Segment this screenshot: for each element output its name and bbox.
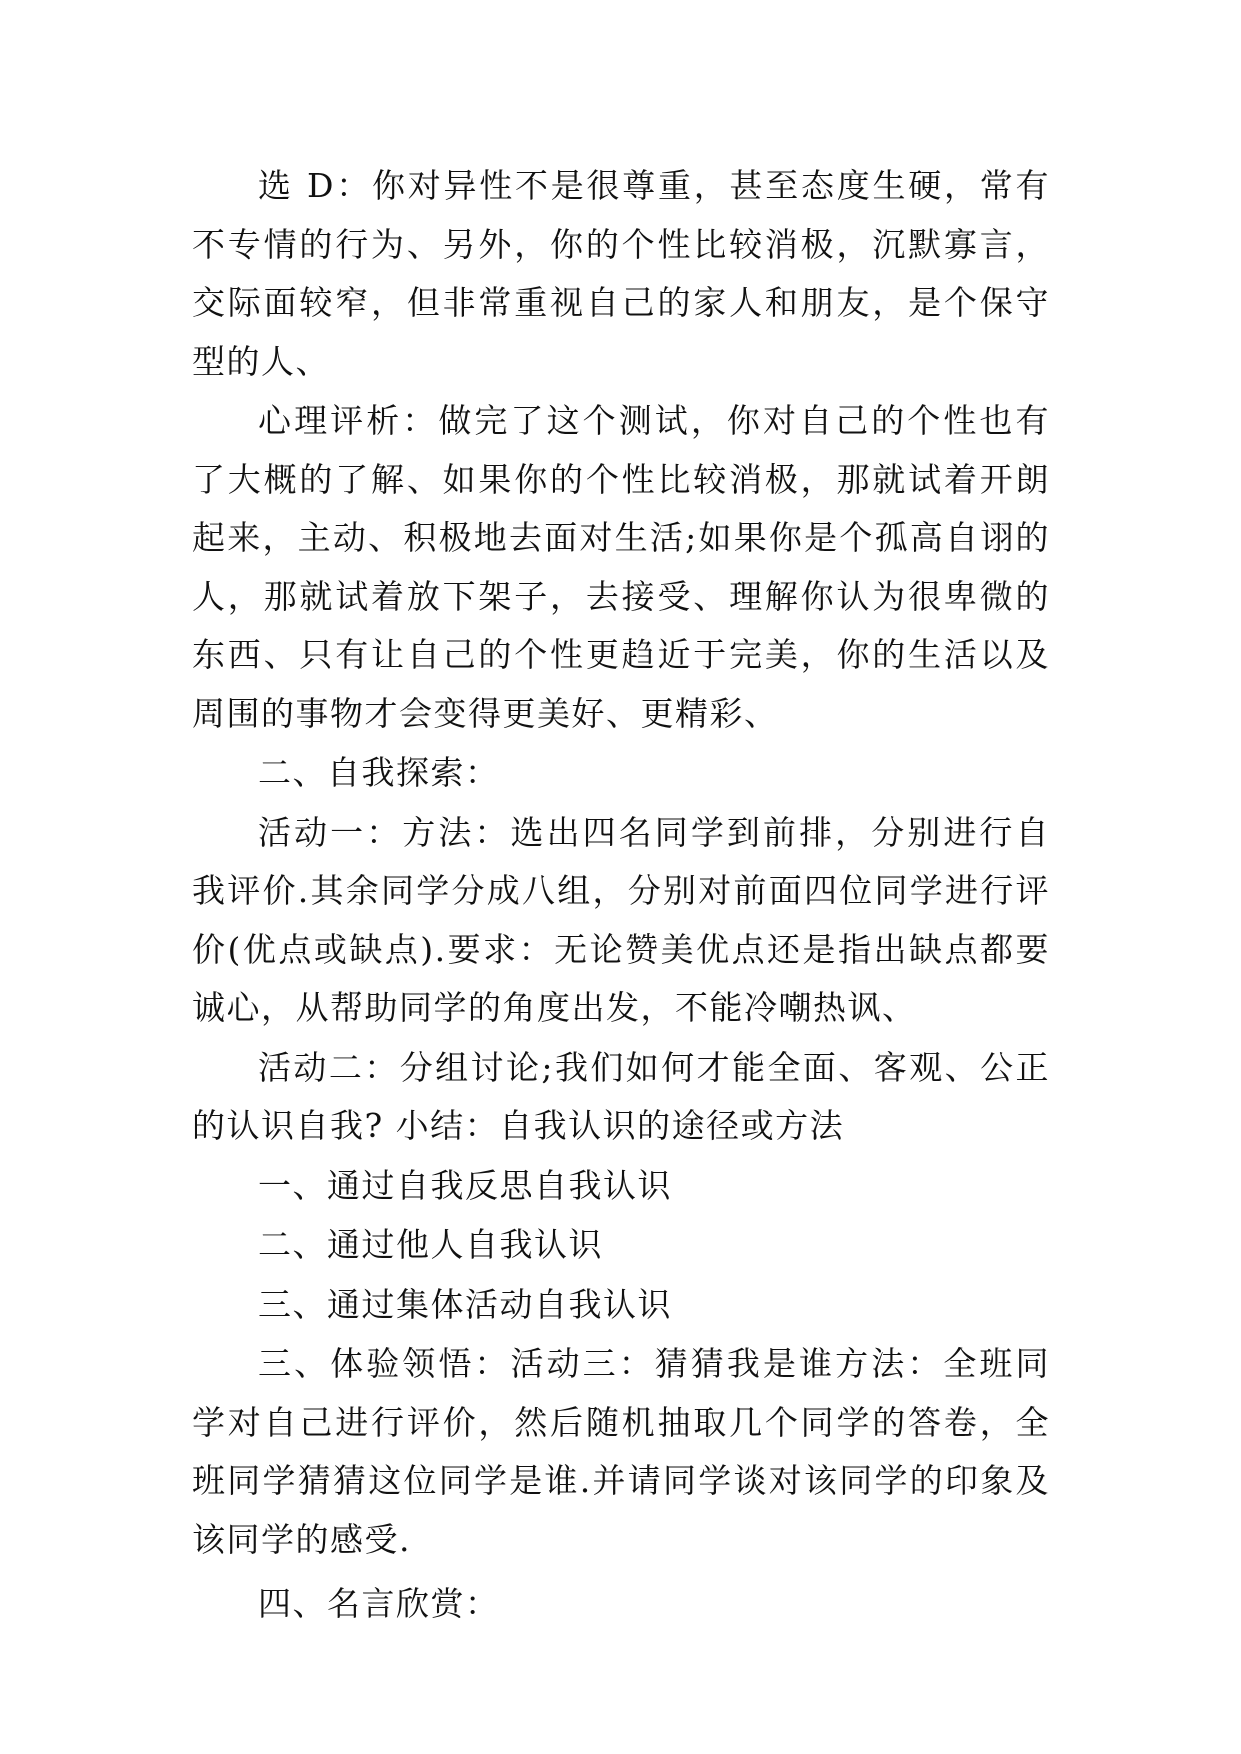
heading-self-exploration: 二、自我探索： xyxy=(258,753,500,792)
list-item-group-activity: 三、通过集体活动自我认识 xyxy=(258,1284,672,1324)
paragraph-activity-two: 活动二：分组讨论;我们如何才能全面、客观、公正的认识自我? 小结：自我认识的途径或方法 xyxy=(192,1047,1050,1145)
document-page xyxy=(192,157,1050,1635)
heading-quotes: 四、名言欣赏： xyxy=(258,1584,500,1623)
paragraph-option-d: 选 D：你对异性不是很尊重，甚至态度生硬，常有不专情的行为、另外，你的个性比较消极，沉默寡言，交际面较窄，但非常重视自己的家人和朋友，是个保守型的人、 xyxy=(192,166,1050,381)
paragraph-psych-analysis: 心理评析：做完了这个测试，你对自己的个性也有了大概的了解、如果你的个性比较消极，那就试着开朗起来，主动、积极地去面对生活;如果你是个孤高自诩的人，那就试着放下架子，去接受、理解你认为很卑微的东西、只有让自己的个性更趋近于完美，你的生活以及周围的事物才会变得更美好、更精彩、 xyxy=(192,401,1050,733)
list-item-self-reflection: 一、通过自我反思自我认识 xyxy=(258,1165,672,1205)
list-item-others: 二、通过他人自我认识 xyxy=(258,1225,603,1264)
paragraph-activity-one: 活动一：方法：选出四名同学到前排，分别进行自我评价.其余同学分成八组，分别对前面四位同学进行评价(优点或缺点).要求：无论赞美优点还是指出缺点都要诚心，从帮助同学的角度出发，不能冷嘲热讽、 xyxy=(192,812,1050,1027)
paragraph-activity-three: 三、体验领悟：活动三：猜猜我是谁方法：全班同学对自己进行评价，然后随机抽取几个同学的答卷，全班同学猜猜这位同学是谁.并请同学谈对该同学的印象及该同学的感受. xyxy=(192,1344,1050,1559)
